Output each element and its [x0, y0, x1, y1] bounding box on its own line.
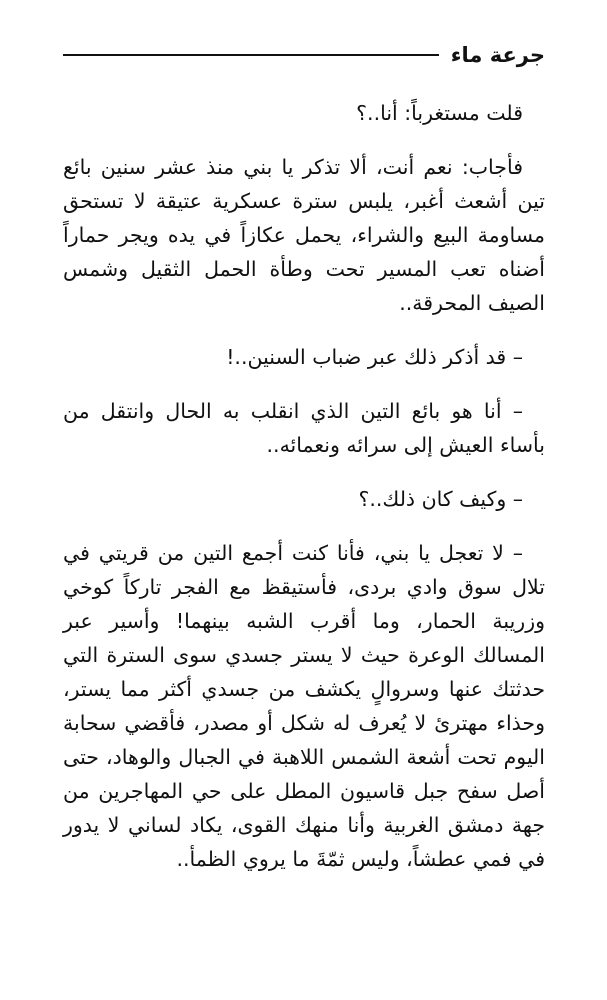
paragraph: – أنا هو بائع التين الذي انقلب به الحال وانتقل من بأساء العيش إلى سرائه ونعمائه.. [63, 399, 545, 457]
header-rule [63, 54, 439, 56]
body-text [63, 96, 545, 876]
paragraph: – قد أذكر ذلك عبر ضباب السنين..! [226, 345, 523, 369]
chapter-title: جرعة ماء [450, 43, 545, 67]
paragraph: قلت مستغرباً: أنا..؟ [356, 101, 523, 125]
running-header [63, 40, 545, 70]
paragraph: – لا تعجل يا بني، فأنا كنت أجمع التين من قريتي في تلال سوق وادي بردى، فأستيقظ مع الفجر تاركاً كوخي وزريبة الحمار، وما أقرب الشبه بينهما! وأسير عبر المسالك الوعرة حيث لا يستر جسدي سوى السترة التي حدثتك عنها وسروالٍ يكشف من جسدي أكثر مما يستر، وحذاء مهترئ لا يُعرف له شكل أو مصدر، فأقضي سحابة اليوم تحت أشعة الشمس اللاهبة في الجبال والوهاد، حتى أصل سفح جبل قاسيون المطل على حي المهاجرين من جهة دمشق الغربية وأنا منهك القوى، يكاد لساني لا يدور في فمي عطشاً، وليس ثمّةَ ما يروي الظمأ.. [63, 541, 545, 871]
paragraph: فأجاب: نعم أنت، ألا تذكر يا بني منذ عشر سنين بائع تين أشعث أغبر، يلبس سترة عسكرية عتيقة لا تستحق مساومة البيع والشراء، يحمل عكازاً في يده ويجر حماراً أضناه تعب المسير تحت وطأة الحمل الثقيل وشمس الصيف المحرقة.. [63, 155, 545, 315]
paragraph: – وكيف كان ذلك..؟ [358, 487, 523, 511]
